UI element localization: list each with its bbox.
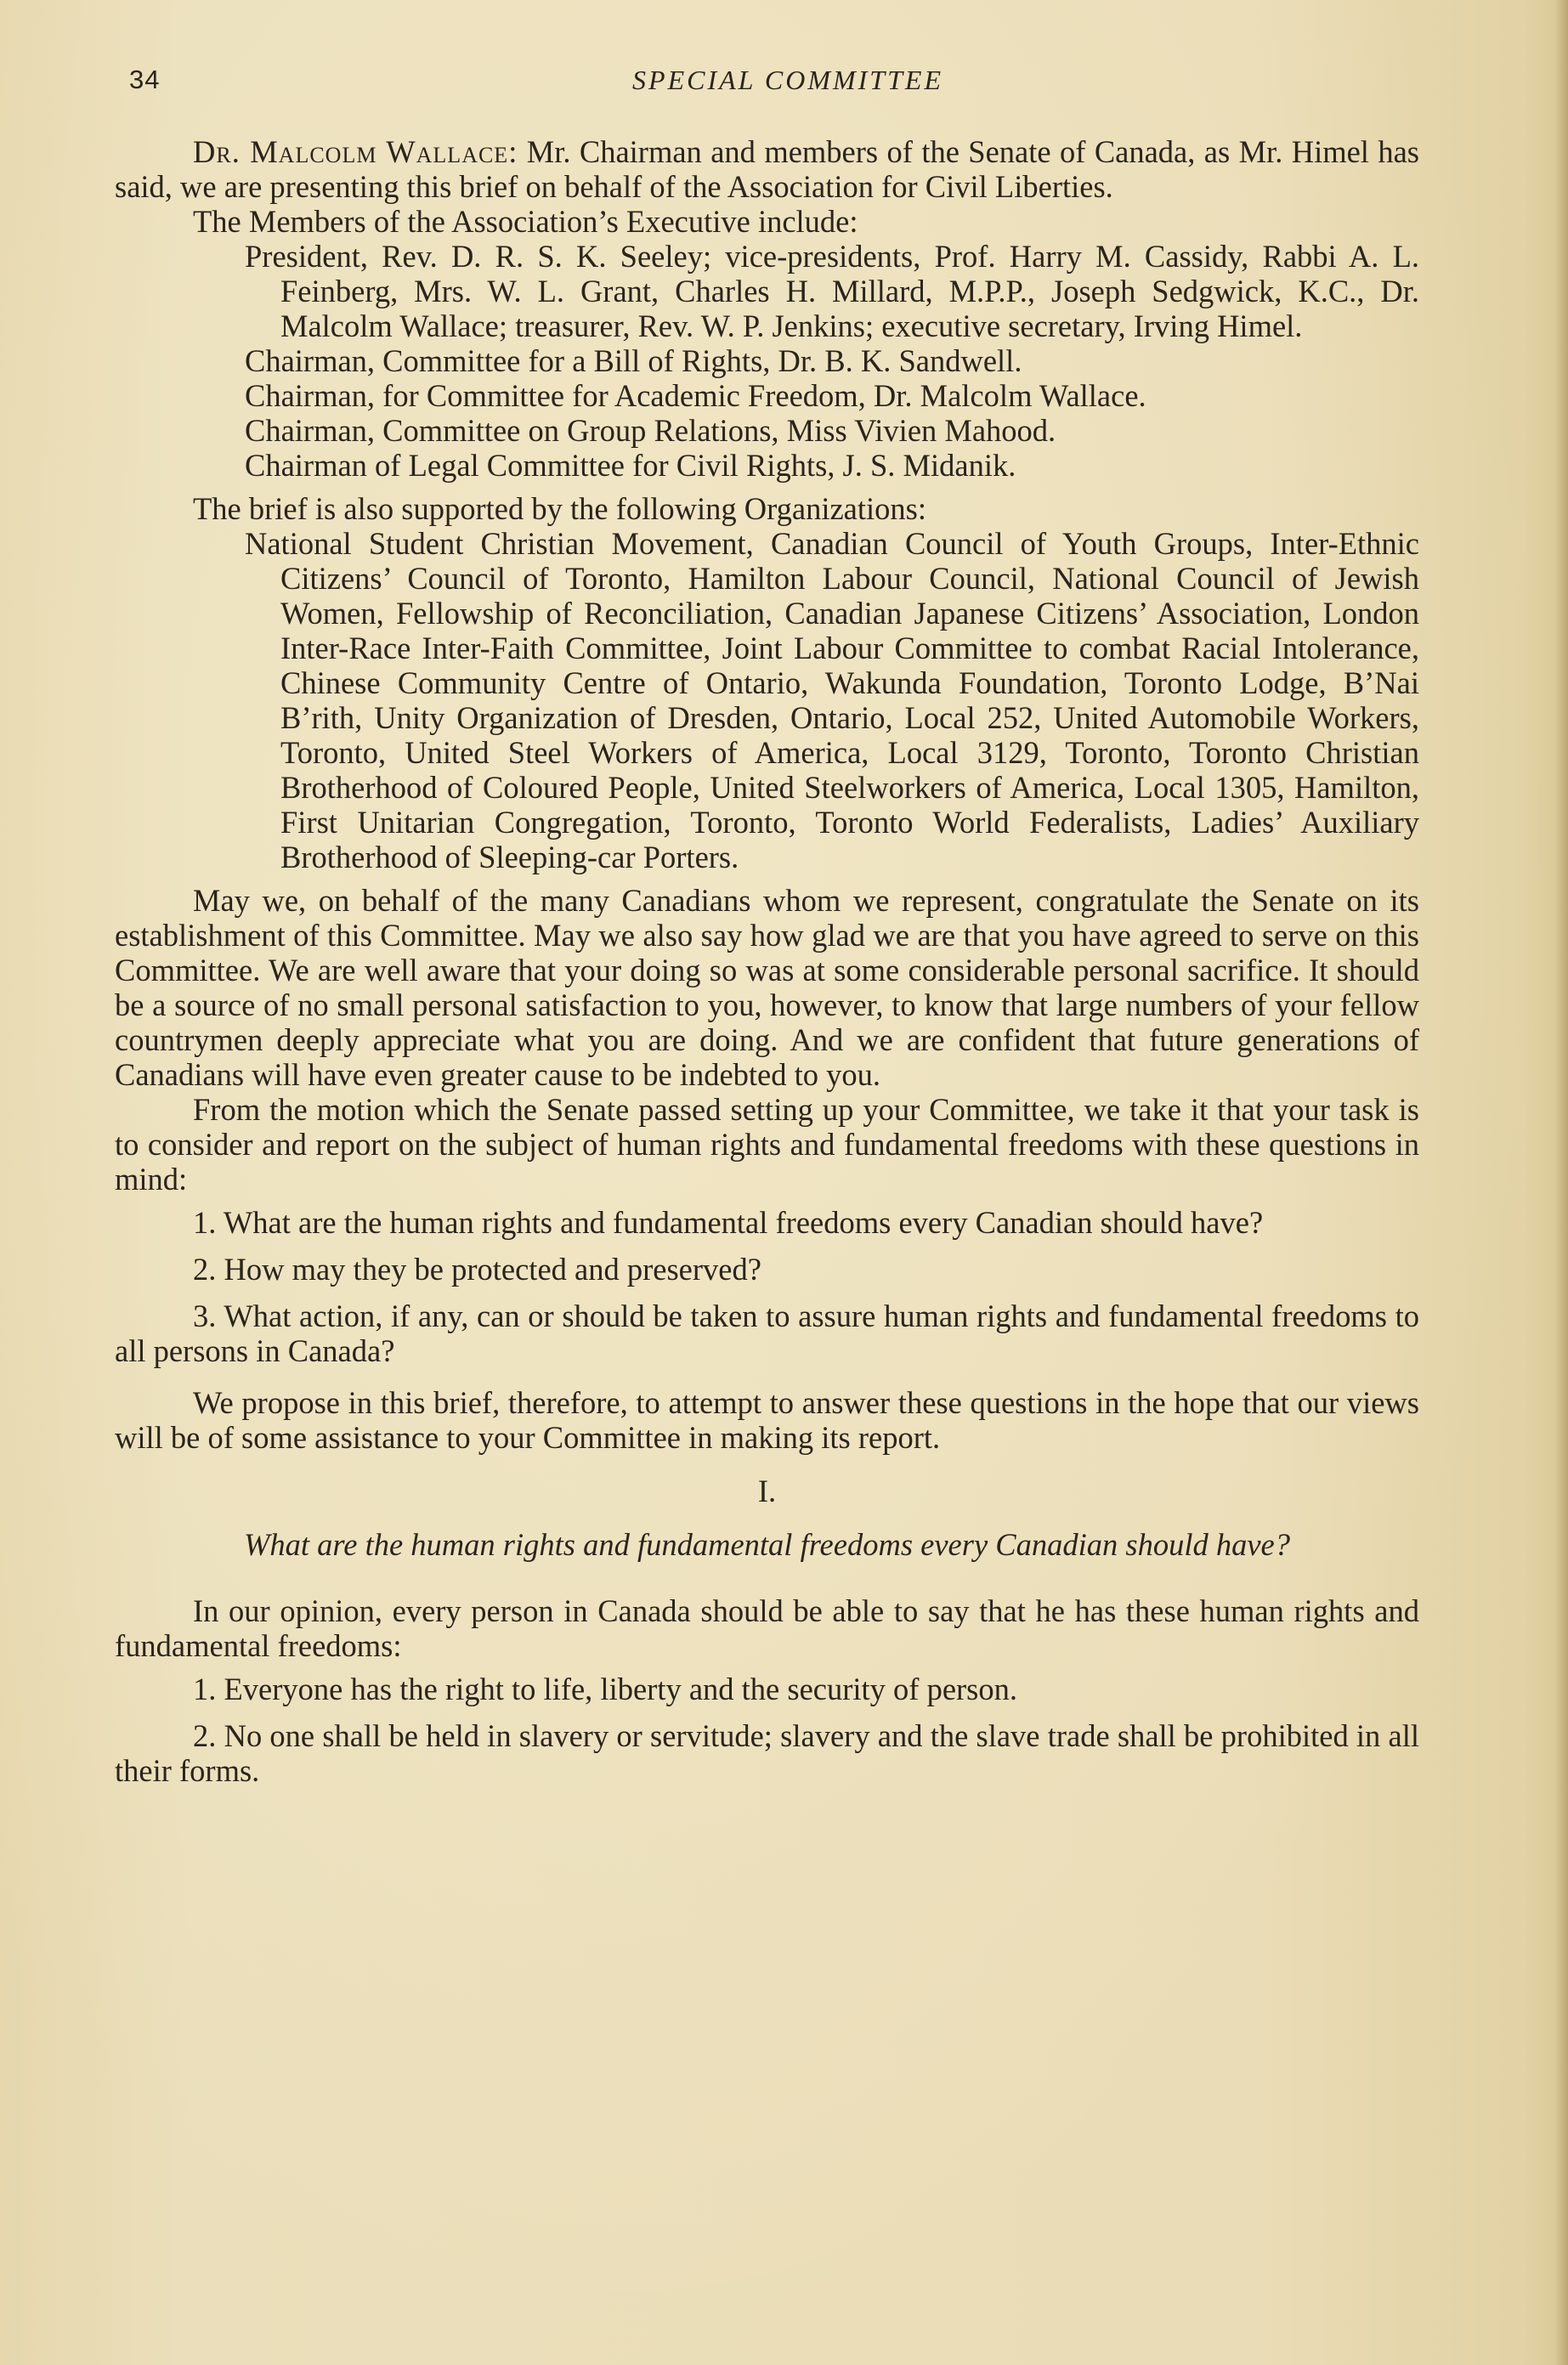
page-header: [129, 58, 1446, 109]
congratulate-paragraph: May we, on behalf of the many Canadians whom we represent, congratulate the Senate on its establishment of this Committee. May we also say how glad we are that you have agreed to serve on this Committee. We are well aware that your doing so was at some considerable personal sacrifice. It should be a source of no small personal satisfaction to you, however, to know that large numbers of your fellow countrymen deeply appreciate what you are doing. And we are confident that future generations of Canadians will have even greater cause to be indebted to you.: [115, 883, 1419, 1092]
opinion-paragraph: In our opinion, every person in Canada should be able to say that he has these human rights and fundamental freedoms:: [115, 1593, 1419, 1663]
executive-members: President, Rev. D. R. S. K. Seeley; vice-presidents, Prof. Harry M. Cassidy, Rabbi A. L. Feinberg, Mrs. W. L. Grant, Charles H. Millard, M.P.P., Joseph Sedgwick, K.C., Dr. Malcolm Wallace; treasurer, Rev. W. P. Jenkins; executive secretary, Irving Himel.: [245, 239, 1419, 343]
page-body: [115, 134, 1419, 1800]
executive-chair-1: Chairman, Committee for a Bill of Rights, Dr. B. K. Sandwell.: [245, 343, 1022, 378]
organizations-intro: The brief is also supported by the following Organizations:: [193, 491, 926, 526]
organizations-list: National Student Christian Movement, Canadian Council of Youth Groups, Inter-Ethnic Citizens’ Council of Toronto, Hamilton Labour Council, National Council of Jewish Women, Fellowship of Reconciliation, Canadian Japanese Citizens’ Association, London Inter-Race Inter-Faith Committee, Joint Labour Committee to combat Racial Intolerance, Chinese Community Centre of Ontario, Wakunda Foundation, Toronto Lodge, B’Nai B’rith, Unity Organization of Dresden, Ontario, Local 252, United Automobile Workers, Toronto, United Steel Workers of America, Local 3129, Toronto, Toronto Christian Brotherhood of Coloured People, United Steelworkers of America, Local 1305, Hamilton, First Unitarian Congregation, Toronto, Toronto World Federalists, Ladies’ Auxiliary Brotherhood of Sleeping-car Porters.: [245, 526, 1419, 874]
question-3: 3. What action, if any, can or should be taken to assure human rights and fundamental freedoms to all persons in Canada?: [115, 1298, 1419, 1368]
propose-paragraph: We propose in this brief, therefore, to attempt to answer these questions in the hope that our views will be of some assistance to your Committee in making its report.: [115, 1385, 1419, 1455]
right-2: 2. No one shall be held in slavery or servitude; slavery and the slave trade shall be prohibited in all their forms.: [115, 1718, 1419, 1788]
speaker-name: Dr. Malcolm Wallace:: [193, 134, 518, 169]
section-number: I.: [757, 1474, 777, 1508]
motion-paragraph: From the motion which the Senate passed setting up your Committee, we take it that your task is to consider and report on the subject of human rights and fundamental freedoms with these questions in mind:: [115, 1092, 1419, 1197]
question-2: 2. How may they be protected and preserved?: [193, 1252, 761, 1287]
running-title: SPECIAL COMMITTEE: [632, 65, 943, 95]
section-title: What are the human rights and fundamental freedoms every Canadian should have?: [243, 1527, 1291, 1562]
page-spine-shadow: [1554, 0, 1568, 2365]
executive-chair-4: Chairman of Legal Committee for Civil Rights, J. S. Midanik.: [245, 448, 1016, 483]
executive-intro: The Members of the Association’s Executive include:: [193, 204, 858, 239]
page-number: 34: [129, 65, 161, 94]
right-1: 1. Everyone has the right to life, liberty and the security of person.: [193, 1672, 1018, 1706]
executive-chair-2: Chairman, for Committee for Academic Freedom, Dr. Malcolm Wallace.: [245, 378, 1146, 413]
speech-opening: Mr. Chairman and members of the Senate of Canada, as Mr. Himel has said, we are presenting this brief on behalf of the Association for Civil Liberties.: [115, 134, 1420, 204]
executive-chair-3: Chairman, Committee on Group Relations, Miss Vivien Mahood.: [245, 413, 1056, 448]
speech-paragraph: [115, 134, 1419, 204]
question-1: 1. What are the human rights and fundamental freedoms every Canadian should have?: [193, 1205, 1264, 1240]
